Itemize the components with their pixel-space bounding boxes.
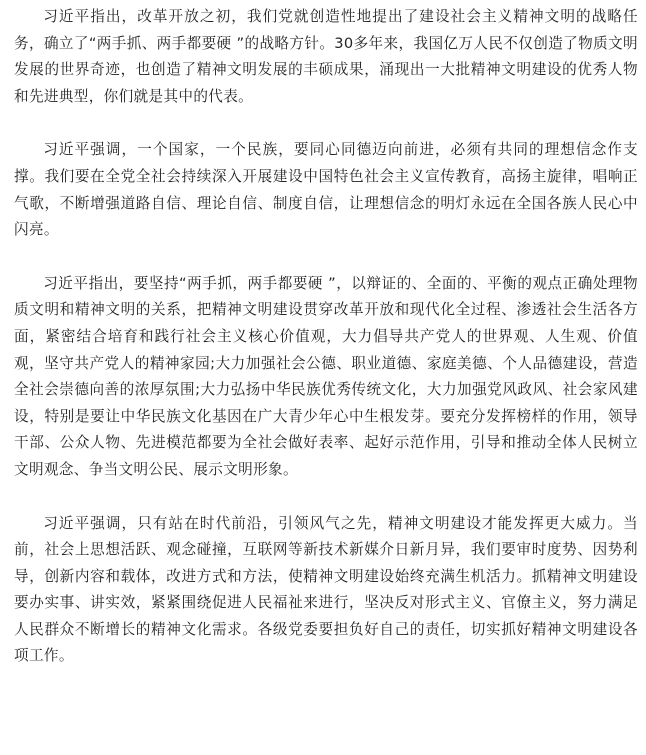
paragraph-3: 习近平指出，要坚持“两手抓，两手都要硬 ”，以辩证的、全面的、平衡的观点正确处理物质文明和精神文明的关系，把精神文明建设贯穿改革开放和现代化全过程、渗透社会生活各方面，紧密结合培育和践行社会主义核心价值观，大力倡导共产党人的世界观、人生观、价值观，坚守共产党人的精神家园;大力加强社会公德、职业道德、家庭美德、个人品德建设，营造全社会崇德向善的浓厚氛围;大力弘扬中华民族优秀传统文化，大力加强党风政风、社会家风建设，特别是要让中华民族文化基因在广大青少年心中生根发芽。要充分发挥榜样的作用，领导干部、公众人物、先进模范都要为全社会做好表率、起好示范作用，引导和推动全体人民树立文明观念、争当文明公民、展示文明形象。: [14, 274, 638, 478]
paragraph-4: 习近平强调，只有站在时代前沿，引领风气之先，精神文明建设才能发挥更大威力。当前，社会上思想活跃、观念碰撞，互联网等新技术新媒介日新月异，我们要审时度势、因势利导，创新内容和载体，改进方式和方法，使精神文明建设始终充满生机活力。抓精神文明建设要办实事、讲实效，紧紧围绕促进人民福祉来进行，坚决反对形式主义、官僚主义，努力满足人民群众不断增长的精神文化需求。各级党委要担负好自己的责任，切实抓好精神文明建设各项工作。: [14, 514, 638, 665]
paragraph-2: 习近平强调，一个国家，一个民族，要同心同德迈向前进，必须有共同的理想信念作支撑。我们要在全党全社会持续深入开展建设中国特色社会主义宣传教育，高扬主旋律，唱响正气歌，不断增强道路自信、理论自信、制度自信，让理想信念的明灯永远在全国各族人民心中闪亮。: [14, 141, 638, 239]
paragraph-1: 习近平指出，改革开放之初，我们党就创造性地提出了建设社会主义精神文明的战略任务，确立了“两手抓、两手都要硬 ”的战略方针。30多年来，我国亿万人民不仅创造了物质文明发展的世界奇迹，也创造了精神文明发展的丰硕成果，涌现出一大批精神文明建设的优秀人物和先进典型，你们就是其中的代表。: [14, 8, 638, 105]
